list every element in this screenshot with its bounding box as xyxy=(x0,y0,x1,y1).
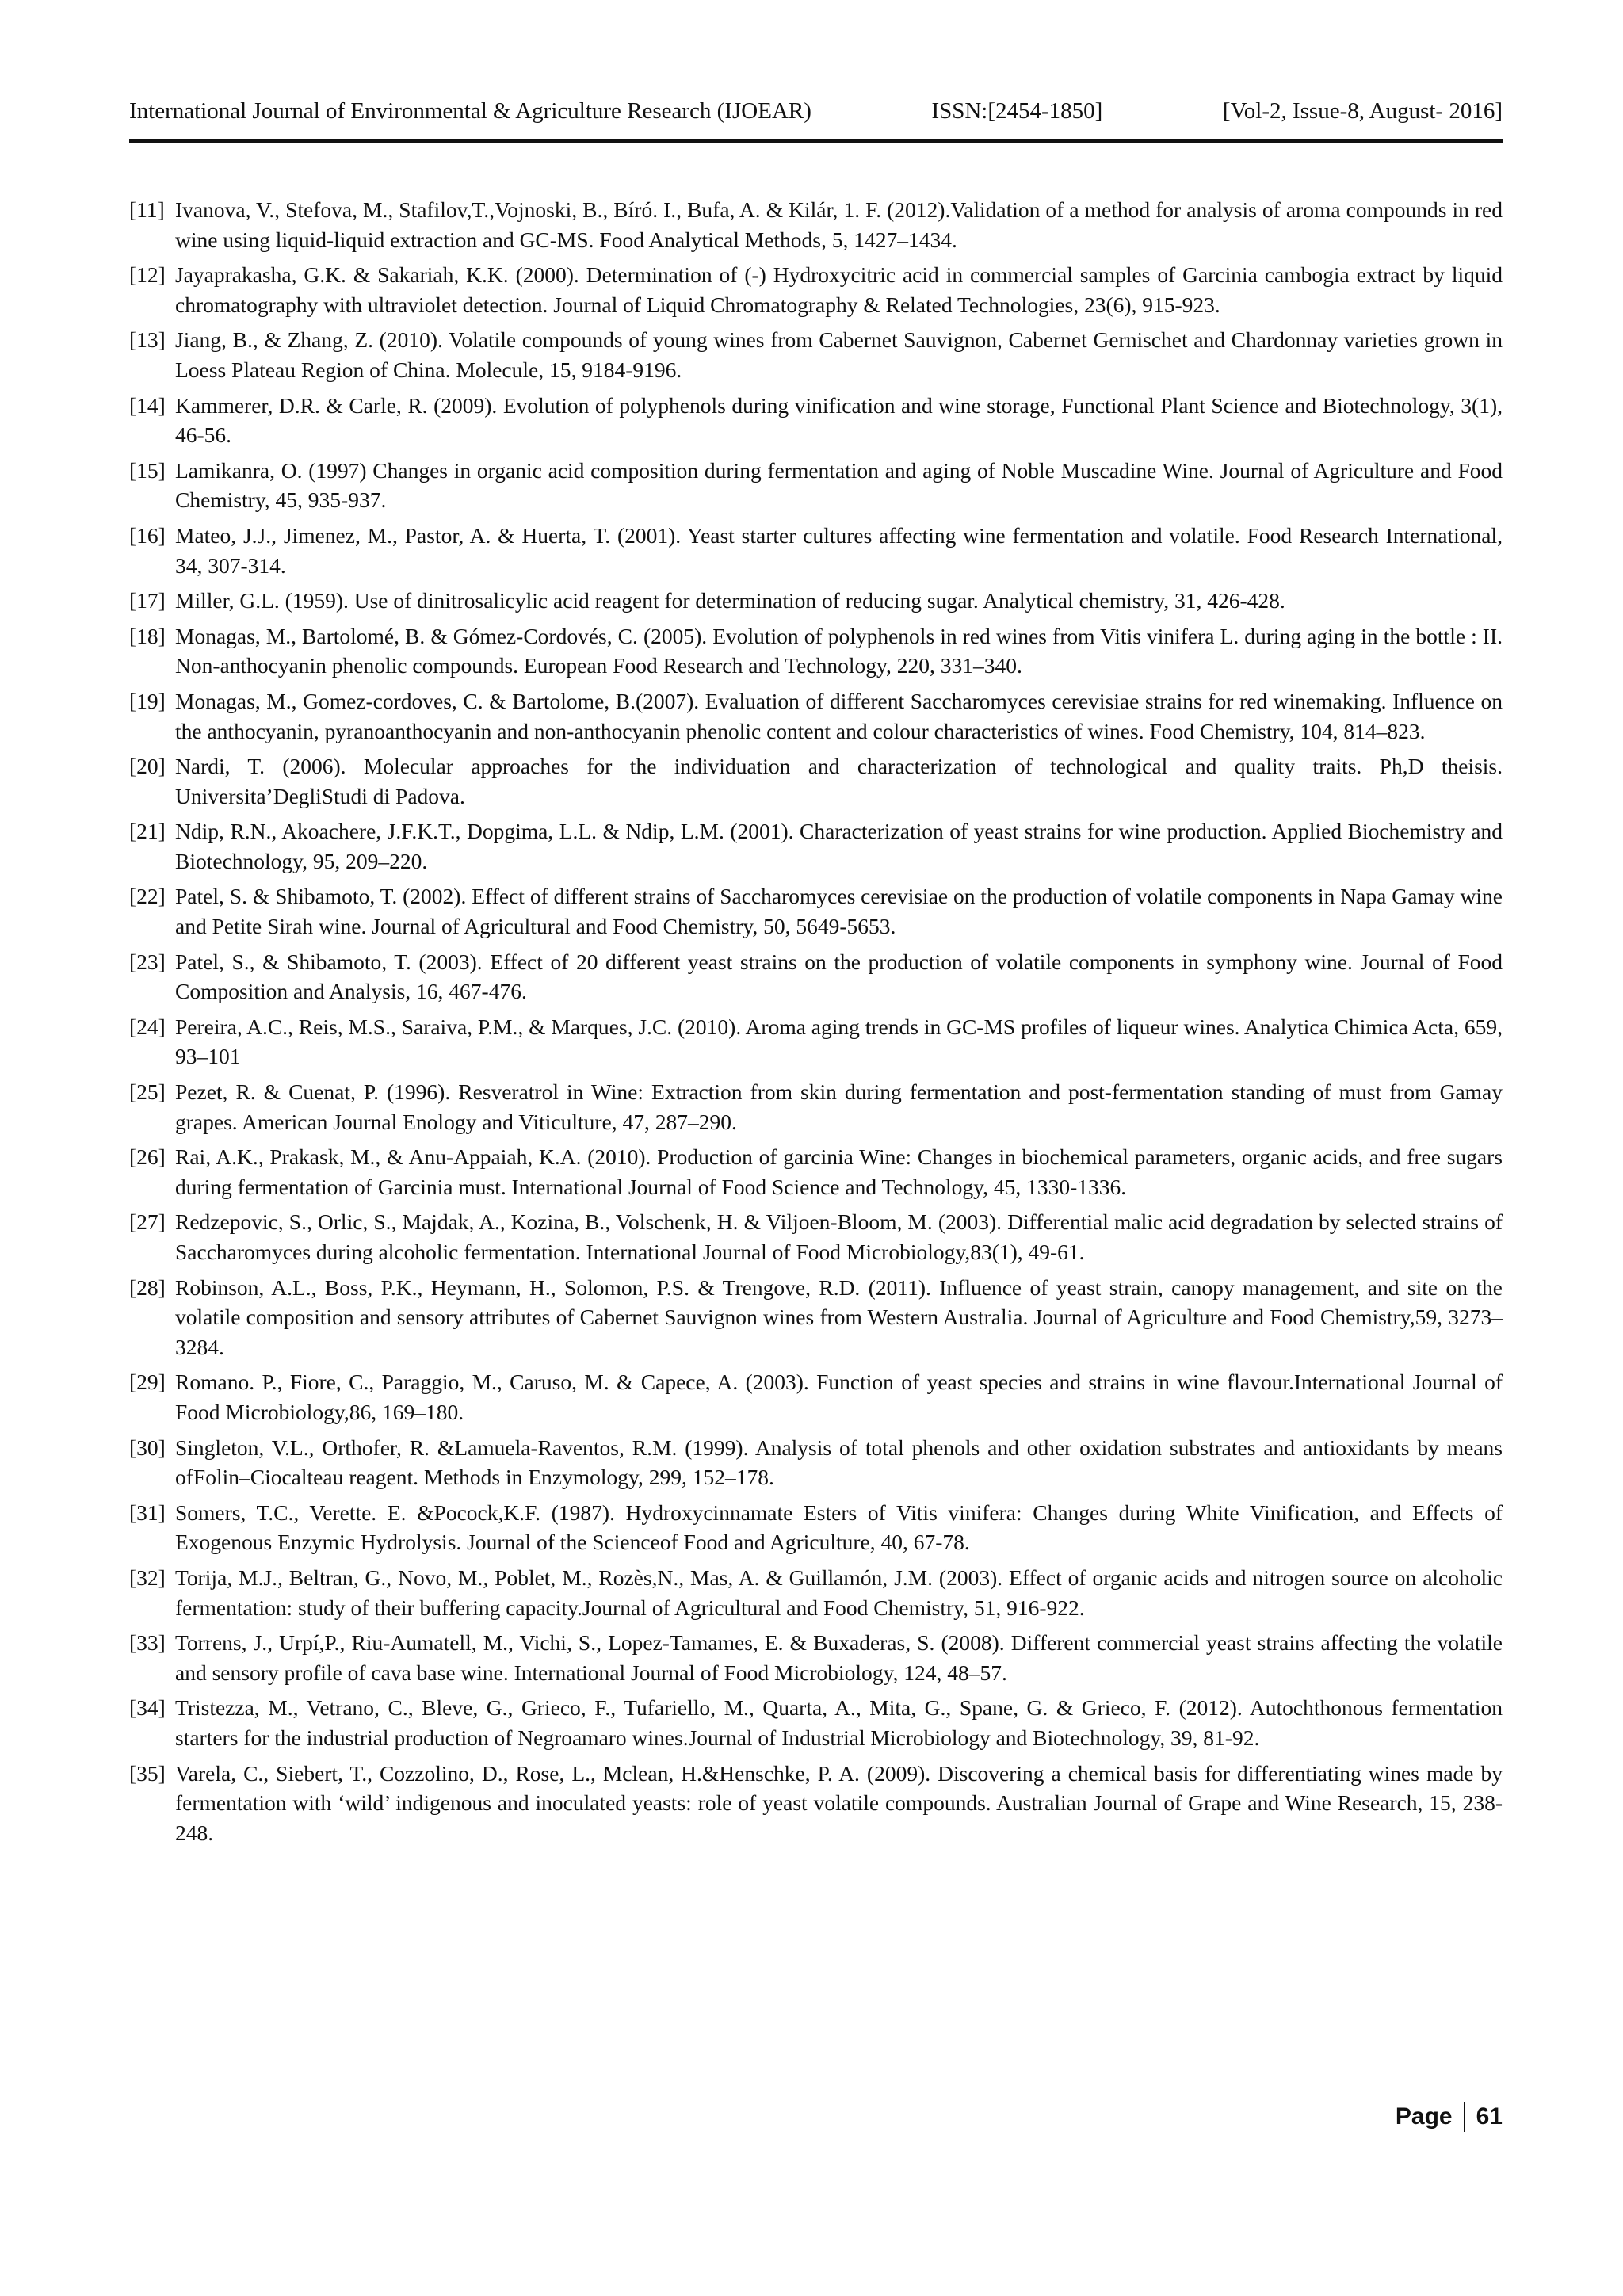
issn: ISSN:[2454-1850] xyxy=(931,98,1103,124)
reference-number: [27] xyxy=(129,1209,166,1235)
reference-item xyxy=(129,1273,1503,1362)
reference-number: [29] xyxy=(129,1370,166,1395)
reference-number: [33] xyxy=(129,1630,166,1656)
reference-text: Redzepovic, S., Orlic, S., Majdak, A., Kozina, B., Volschenk, H. & Viljoen-Bloom, M. (2003). Differential malic acid degradation by selected strains of Saccharomyces during alcoholic fermentation. International Journal of Food Microbiology,83(1), 49-61. xyxy=(175,1209,1503,1264)
reference-number: [23] xyxy=(129,949,166,974)
reference-item xyxy=(129,260,1503,319)
reference-item xyxy=(129,456,1503,515)
reference-text: Robinson, A.L., Boss, P.K., Heymann, H., Solomon, P.S. & Trengove, R.D. (2011). Influence of yeast strain, canopy management, and site on the volatile composition and sensory attributes of Cabernet Sauvignon wines from Western Australia. Journal of Agriculture and Food Chemistry,59, 3273–3284. xyxy=(175,1274,1503,1359)
reference-item xyxy=(129,1433,1503,1492)
reference-list xyxy=(129,195,1503,1853)
page-label: Page xyxy=(1395,2103,1453,2130)
reference-text: Torrens, J., Urpí,P., Riu-Aumatell, M., Vichi, S., Lopez-Tamames, E. & Buxaderas, S. (2008). Different commercial yeast strains affecting the volatile and sensory profile of cava base wine. International Journal of Food Microbiology, 124, 48–57. xyxy=(175,1630,1503,1685)
reference-number: [30] xyxy=(129,1435,166,1460)
reference-item xyxy=(129,1628,1503,1687)
reference-item xyxy=(129,1563,1503,1622)
reference-number: [14] xyxy=(129,392,166,418)
reference-number: [19] xyxy=(129,688,166,713)
reference-number: [32] xyxy=(129,1564,166,1590)
reference-item xyxy=(129,1367,1503,1427)
reference-text: Ndip, R.N., Akoachere, J.F.K.T., Dopgima, L.L. & Ndip, L.M. (2001). Characterization of yeast strains for wine production. Applied Biochemistry and Biotechnology, 95, 209–220. xyxy=(175,819,1503,873)
reference-item xyxy=(129,586,1503,616)
reference-text: Romano. P., Fiore, C., Paraggio, M., Caruso, M. & Capece, A. (2003). Function of yeast species and strains in wine flavour.International Journal of Food Microbiology,86, 169–180. xyxy=(175,1370,1503,1424)
reference-text: Kammerer, D.R. & Carle, R. (2009). Evolution of polyphenols during vinification and wine storage, Functional Plant Science and Biotechnology, 3(1), 46-56. xyxy=(175,392,1503,448)
journal-title: International Journal of Environmental & Agriculture Research (IJOEAR) xyxy=(129,98,812,124)
page-header xyxy=(129,98,1503,143)
reference-text: Ivanova, V., Stefova, M., Stafilov,T.,Vojnoski, B., Bíró. I., Bufa, A. & Kilár, 1. F. (2012).Validation of a method for analysis of aroma compounds in red wine using liquid-liquid extraction and GC-MS. Food Analytical Methods, 5, 1427–1434. xyxy=(175,197,1503,252)
reference-number: [21] xyxy=(129,819,166,844)
reference-number: [25] xyxy=(129,1079,166,1105)
reference-item xyxy=(129,1759,1503,1848)
reference-text: Torija, M.J., Beltran, G., Novo, M., Poblet, M., Rozès,N., Mas, A. & Guillamón, J.M. (2003). Effect of organic acids and nitrogen source on alcoholic fermentation: study of their buffering capacity.Journal of Agricultural and Food Chemistry, 51, 916-922. xyxy=(175,1564,1503,1620)
reference-number: [18] xyxy=(129,623,166,648)
reference-text: Pereira, A.C., Reis, M.S., Saraiva, P.M., & Marques, J.C. (2010). Aroma aging trends in GC-MS profiles of liqueur wines. Analytica Chimica Acta, 659, 93–101 xyxy=(175,1014,1503,1069)
reference-item xyxy=(129,1142,1503,1201)
reference-text: Nardi, T. (2006). Molecular approaches for the individuation and characterization of technological and quality traits. Ph,D theisis. Universita’DegliStudi di Padova. xyxy=(175,754,1503,808)
reference-item xyxy=(129,947,1503,1007)
reference-number: [31] xyxy=(129,1499,166,1525)
reference-text: Patel, S. & Shibamoto, T. (2002). Effect of different strains of Saccharomyces cerevisiae on the production of volatile components in Napa Gamay wine and Petite Sirah wine. Journal of Agricultural and Food Chemistry, 50, 5649-5653. xyxy=(175,884,1503,939)
reference-item xyxy=(129,816,1503,876)
reference-text: Singleton, V.L., Orthofer, R. &Lamuela-Raventos, R.M. (1999). Analysis of total phenols and other oxidation substrates and antioxidants by means ofFolin–Ciocalteau reagent. Methods in Enzymology, 299, 152–178. xyxy=(175,1435,1503,1490)
reference-text: Miller, G.L. (1959). Use of dinitrosalicylic acid reagent for determination of reducing sugar. Analytical chemistry, 31, 426-428. xyxy=(175,588,1285,613)
reference-number: [24] xyxy=(129,1014,166,1039)
reference-item xyxy=(129,881,1503,941)
reference-text: Mateo, J.J., Jimenez, M., Pastor, A. & Huerta, T. (2001). Yeast starter cultures affecting wine fermentation and volatile. Food Research International, 34, 307-314. xyxy=(175,522,1503,578)
reference-item xyxy=(129,195,1503,254)
reference-item xyxy=(129,391,1503,450)
page-footer xyxy=(1396,2102,1503,2132)
reference-text: Somers, T.C., Verette. E. &Pocock,K.F. (1987). Hydroxycinnamate Esters of Vitis vinifera: Changes during White Vinification, and Effects of Exogenous Enzymic Hydrolysis. Journal of the Scienceof Food and Agriculture, 40, 67-78. xyxy=(175,1499,1503,1555)
reference-number: [13] xyxy=(129,327,166,353)
reference-number: [17] xyxy=(129,588,166,613)
reference-number: [12] xyxy=(129,262,166,288)
reference-text: Jiang, B., & Zhang, Z. (2010). Volatile compounds of young wines from Cabernet Sauvignon, Cabernet Gernischet and Chardonnay varieties grown in Loess Plateau Region of China. Molecule, 15, 9184-9196. xyxy=(175,327,1503,382)
reference-text: Monagas, M., Gomez-cordoves, C. & Bartolome, B.(2007). Evaluation of different Saccharomyces cerevisiae strains for red winemaking. Influence on the anthocyanin, pyranoanthocyanin and non-anthocyanin phenolic content and colour characteristics of wines. Food Chemistry, 104, 814–823. xyxy=(175,688,1503,743)
reference-text: Monagas, M., Bartolomé, B. & Gómez-Cordovés, C. (2005). Evolution of polyphenols in red wines from Vitis vinifera L. during aging in the bottle : II. Non-anthocyanin phenolic compounds. European Food Research and Technology, 220, 331–340. xyxy=(175,623,1503,678)
reference-text: Tristezza, M., Vetrano, C., Bleve, G., Grieco, F., Tufariello, M., Quarta, A., Mita, G., Spane, G. & Grieco, F. (2012). Autochthonous fermentation starters for the industrial production of Negroamaro wines.Journal of Industrial Microbiology and Biotechnology, 39, 81-92. xyxy=(175,1695,1503,1750)
reference-text: Rai, A.K., Prakask, M., & Anu-Appaiah, K.A. (2010). Production of garcinia Wine: Changes in biochemical parameters, organic acids, and free sugars during fermentation of Garcinia must. International Journal of Food Science and Technology, 45, 1330-1336. xyxy=(175,1144,1503,1199)
reference-number: [35] xyxy=(129,1760,166,1786)
reference-item xyxy=(129,521,1503,580)
reference-number: [15] xyxy=(129,457,166,483)
reference-item xyxy=(129,1012,1503,1072)
divider xyxy=(1464,2102,1465,2132)
reference-text: Patel, S., & Shibamoto, T. (2003). Effect of 20 different yeast strains on the production of volatile components in symphony wine. Journal of Food Composition and Analysis, 16, 467-476. xyxy=(175,949,1503,1004)
reference-number: [16] xyxy=(129,522,166,548)
reference-number: [26] xyxy=(129,1144,166,1170)
reference-number: [11] xyxy=(129,197,165,222)
reference-item xyxy=(129,621,1503,681)
reference-text: Lamikanra, O. (1997) Changes in organic acid composition during fermentation and aging of Noble Muscadine Wine. Journal of Agriculture and Food Chemistry, 45, 935-937. xyxy=(175,457,1503,513)
reference-text: Varela, C., Siebert, T., Cozzolino, D., Rose, L., Mclean, H.&Henschke, P. A. (2009). Discovering a chemical basis for differentiating wines made by fermentation with ‘wild’ indigenous and inoculated yeasts: role of yeast volatile compounds. Australian Journal of Grape and Wine Research, 15, 238-248. xyxy=(175,1760,1503,1845)
reference-item xyxy=(129,1077,1503,1137)
reference-text: Jayaprakasha, G.K. & Sakariah, K.K. (2000). Determination of (-) Hydroxycitric acid in commercial samples of Garcinia cambogia extract by liquid chromatography with ultraviolet detection. Journal of Liquid Chromatography & Related Technologies, 23(6), 915-923. xyxy=(175,262,1503,317)
reference-number: [34] xyxy=(129,1695,166,1721)
reference-number: [22] xyxy=(129,884,166,909)
reference-number: [28] xyxy=(129,1274,166,1300)
reference-item xyxy=(129,1207,1503,1266)
reference-item xyxy=(129,1693,1503,1752)
reference-text: Pezet, R. & Cuenat, P. (1996). Resveratrol in Wine: Extraction from skin during fermentation and post-fermentation standing of must from Gamay grapes. American Journal Enology and Viticulture, 47, 287–290. xyxy=(175,1079,1503,1134)
reference-item xyxy=(129,325,1503,384)
reference-item xyxy=(129,751,1503,811)
reference-number: [20] xyxy=(129,754,166,779)
reference-item xyxy=(129,686,1503,746)
page-number: 61 xyxy=(1476,2103,1503,2130)
volume-issue: [Vol-2, Issue-8, August- 2016] xyxy=(1222,98,1503,124)
reference-item xyxy=(129,1498,1503,1557)
